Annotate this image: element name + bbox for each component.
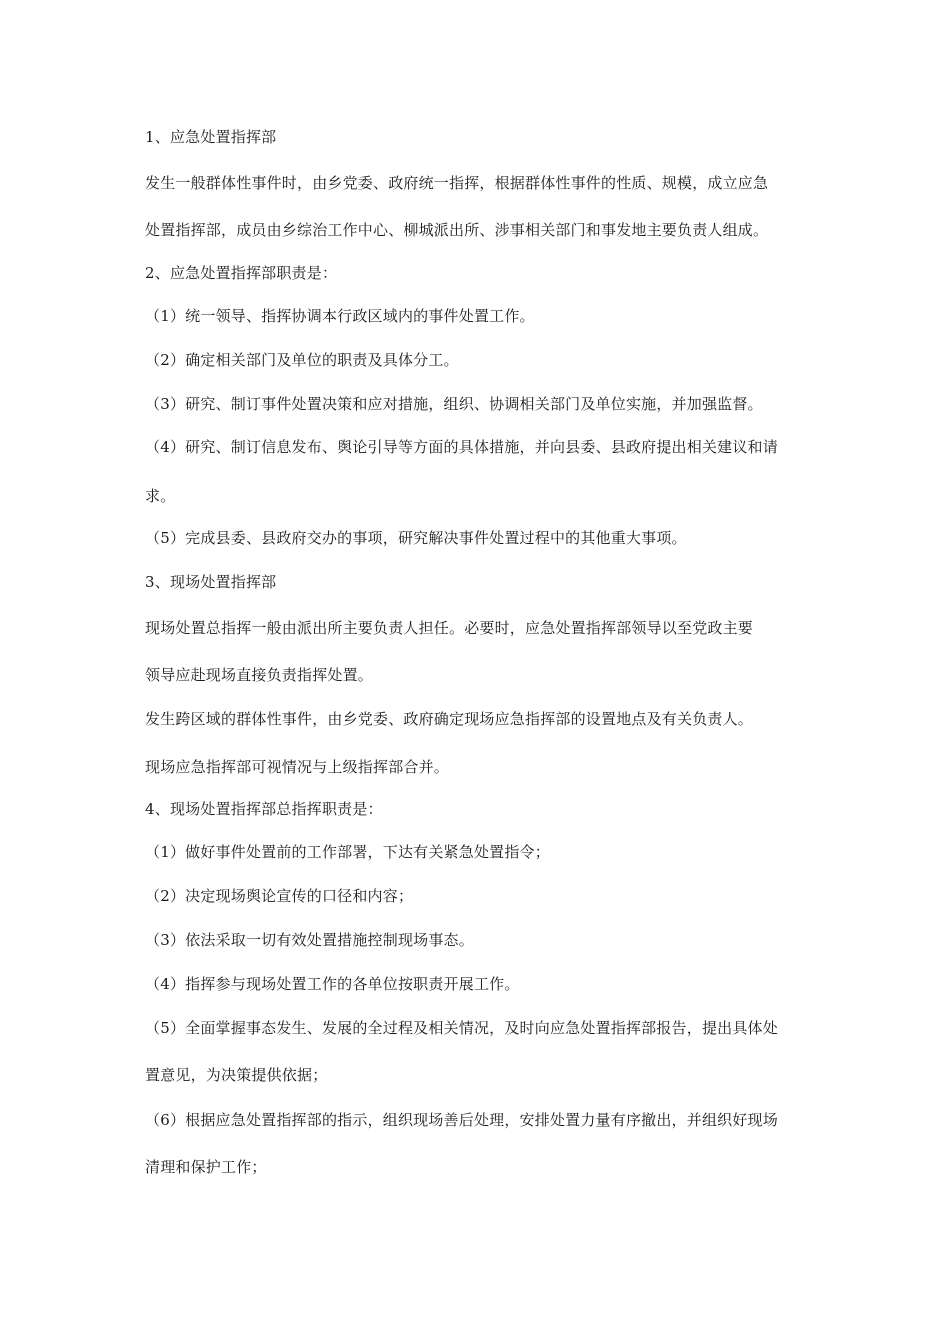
list-item: （3）研究、制订事件处置决策和应对措施，组织、协调相关部门及单位实施，并加强监督。 — [145, 395, 763, 413]
list-item: （2）决定现场舆论宣传的口径和内容； — [145, 887, 414, 905]
paragraph-line: 领导应赴现场直接负责指挥处置。 — [145, 666, 374, 684]
list-item: （2）确定相关部门及单位的职责及具体分工。 — [145, 351, 459, 369]
heading-onsite-command: 3、现场处置指挥部 — [145, 573, 277, 591]
list-item-continuation: 置意见，为决策提供依据； — [145, 1066, 328, 1084]
paragraph-line: 处置指挥部，成员由乡综治工作中心、柳城派出所、涉事相关部门和事发地主要负责人组成。 — [145, 221, 769, 239]
paragraph-line: 现场处置总指挥一般由派出所主要负责人担任。必要时，应急处置指挥部领导以至党政主要 — [145, 619, 754, 637]
list-item: （1）统一领导、指挥协调本行政区域内的事件处置工作。 — [145, 307, 535, 325]
list-item: （5）完成县委、县政府交办的事项，研究解决事件处置过程中的其他重大事项。 — [145, 529, 687, 547]
paragraph-line: 现场应急指挥部可视情况与上级指挥部合并。 — [145, 758, 450, 776]
paragraph-line: 发生跨区域的群体性事件，由乡党委、政府确定现场应急指挥部的设置地点及有关负责人。 — [145, 710, 754, 728]
paragraph-line: 发生一般群体性事件时，由乡党委、政府统一指挥，根据群体性事件的性质、规模，成立应急 — [145, 174, 769, 192]
list-item: （6）根据应急处置指挥部的指示，组织现场善后处理，安排处置力量有序撤出，并组织好现场 — [145, 1111, 778, 1129]
list-item-continuation: 清理和保护工作； — [145, 1158, 267, 1176]
heading-onsite-duties: 4、现场处置指挥部总指挥职责是： — [145, 800, 383, 818]
list-item-continuation: 求。 — [145, 487, 176, 505]
heading-command-center: 1、应急处置指挥部 — [145, 128, 277, 146]
list-item: （5）全面掌握事态发生、发展的全过程及相关情况，及时向应急处置指挥部报告，提出具体处 — [145, 1019, 778, 1037]
list-item: （1）做好事件处置前的工作部署，下达有关紧急处置指令； — [145, 843, 550, 861]
heading-command-duties: 2、应急处置指挥部职责是： — [145, 264, 338, 282]
list-item: （3）依法采取一切有效处置措施控制现场事态。 — [145, 931, 474, 949]
list-item: （4）研究、制订信息发布、舆论引导等方面的具体措施，并向县委、县政府提出相关建议和请 — [145, 438, 778, 456]
list-item: （4）指挥参与现场处置工作的各单位按职责开展工作。 — [145, 975, 520, 993]
